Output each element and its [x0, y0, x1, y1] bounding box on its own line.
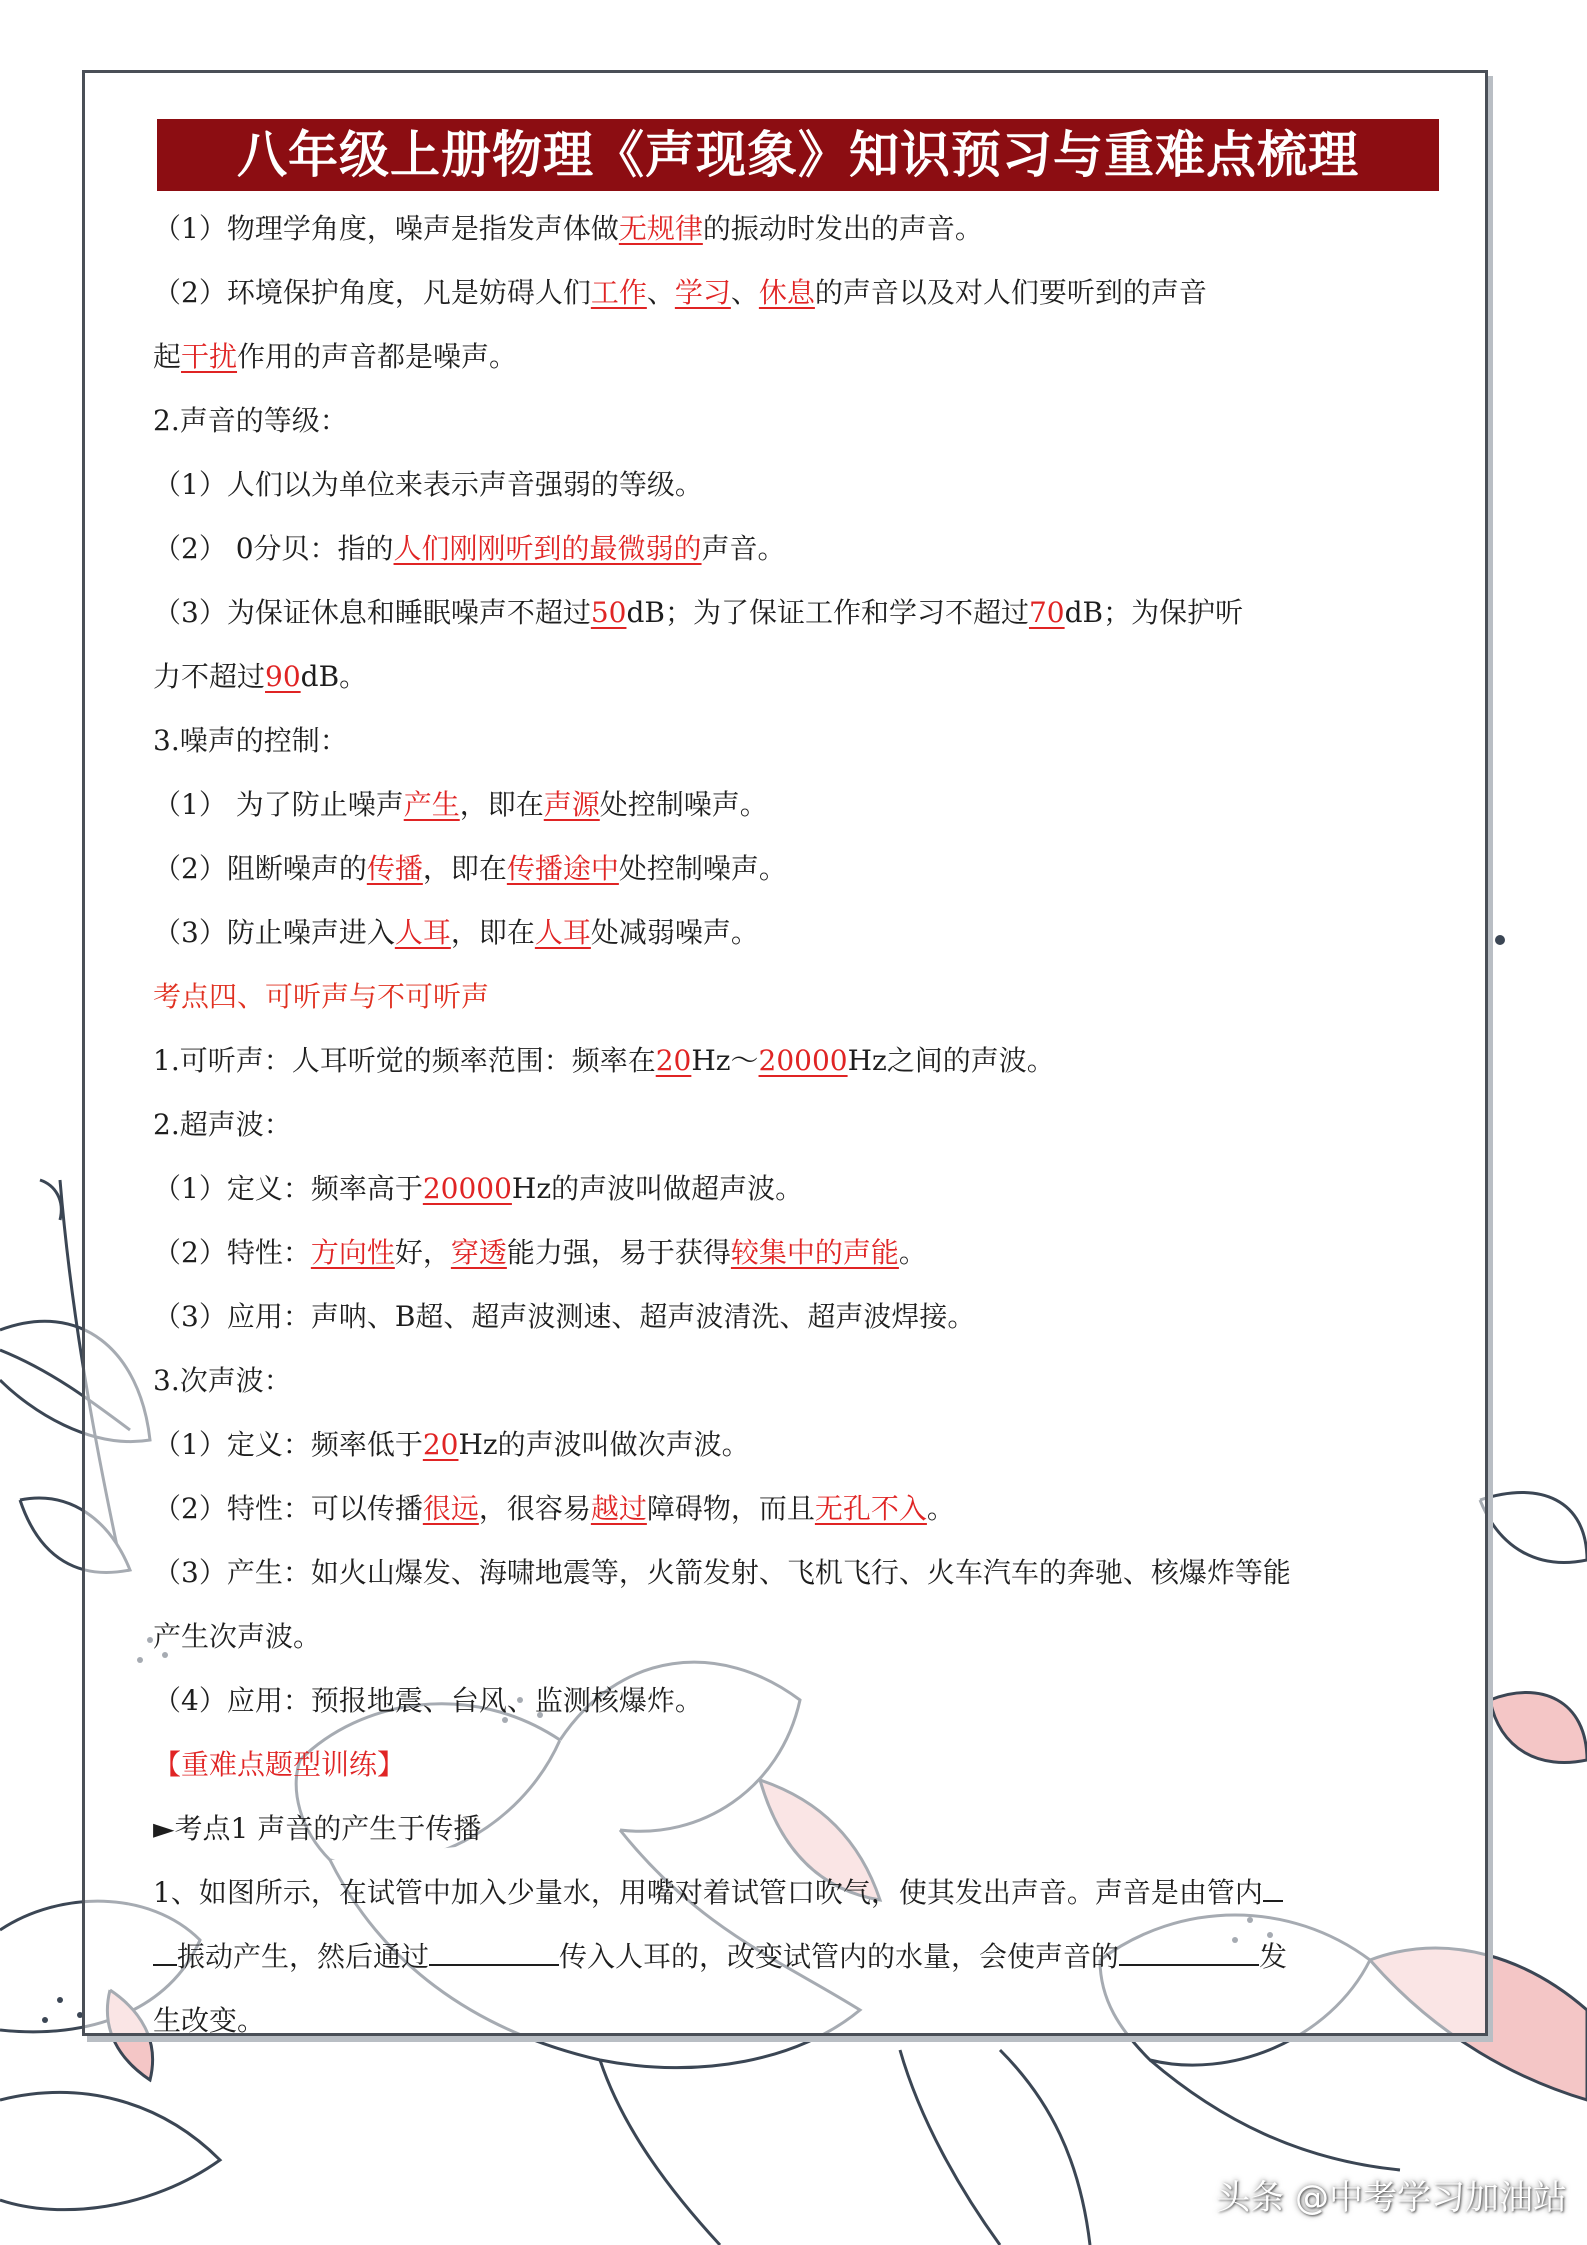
answer-blank: 20 [655, 1044, 692, 1077]
text-line [153, 197, 1443, 261]
answer-blank: 20 [422, 1428, 459, 1461]
answer-blank: 无规律 [618, 212, 703, 245]
answer-blank: 无孔不入 [814, 1492, 927, 1525]
answer-blank: 人们刚刚听到的最微弱的 [393, 532, 702, 565]
text-line [153, 1221, 1443, 1285]
text-segment: 的振动时发出的声音。 [702, 212, 983, 245]
text-segment: 能力强，易于获得 [506, 1236, 731, 1269]
fill-blank [153, 1938, 177, 1966]
answer-blank: 声源 [543, 788, 600, 821]
subsection-heading: 2.声音的等级： [153, 404, 348, 437]
section-heading: 【重难点题型训练】 [153, 1748, 406, 1781]
text-line: （1）人们以为单位来表示声音强弱的等级。 [153, 468, 703, 501]
subsection-heading: 3.次声波： [153, 1364, 292, 1397]
text-segment: 力不超过 [153, 660, 266, 693]
text-segment: 处控制噪声。 [599, 788, 768, 821]
text-segment: dB。 [300, 660, 368, 693]
text-line [153, 1029, 1443, 1093]
section-heading: 考点四、可听声与不可听声 [153, 980, 490, 1013]
text-segment: （2）阻断噪声的 [153, 852, 367, 885]
text-segment: 发 [1259, 1940, 1288, 1973]
answer-blank: 传播 [366, 852, 423, 885]
text-segment: （1）定义：频率高于 [153, 1172, 423, 1205]
text-segment: ，即在 [422, 852, 507, 885]
text-segment: 好， [394, 1236, 451, 1269]
answer-blank: 20000 [422, 1172, 512, 1205]
answer-blank: 人耳 [534, 916, 591, 949]
text-line [153, 773, 1443, 837]
answer-blank: 方向性 [310, 1236, 395, 1269]
fill-blank [1119, 1938, 1259, 1966]
text-line [153, 1157, 1443, 1221]
text-segment: 声音。 [701, 532, 786, 565]
text-line [153, 901, 1443, 965]
text-segment: （1）定义：频率低于 [153, 1428, 423, 1461]
answer-blank: 穿透 [450, 1236, 507, 1269]
text-segment: 处控制噪声。 [618, 852, 787, 885]
text-segment: dB；为了保证工作和学习不超过 [626, 596, 1029, 629]
text-line [153, 645, 1443, 709]
answer-blank: 干扰 [181, 340, 238, 373]
text-segment: 振动产生，然后通过 [177, 1940, 430, 1973]
answer-blank: 传播途中 [506, 852, 619, 885]
watermark-text: 头条 @中考学习加油站 [1216, 2178, 1567, 2218]
text-segment: 、 [646, 276, 675, 309]
subsection-heading: 2.超声波： [153, 1108, 292, 1141]
question-line [153, 1925, 1443, 1989]
text-line [153, 581, 1443, 645]
text-line [153, 325, 1443, 389]
text-line [153, 837, 1443, 901]
text-segment: （3）防止噪声进入 [153, 916, 395, 949]
text-segment: （2）环境保护角度，凡是妨碍人们 [153, 276, 591, 309]
question-line [153, 1861, 1443, 1925]
question-line: 生改变。 [153, 2004, 266, 2037]
leaf-right-1 [1480, 1493, 1587, 1563]
document-body [153, 197, 1443, 2053]
answer-blank: 70 [1028, 596, 1065, 629]
text-segment: （2） 0分贝：指的 [153, 532, 394, 565]
text-segment: 、 [730, 276, 759, 309]
text-line: （4）应用：预报地震、台风、监测核爆炸。 [153, 1684, 703, 1717]
text-segment: ，即在 [459, 788, 544, 821]
text-segment: 处减弱噪声。 [590, 916, 759, 949]
text-segment: 1.可听声：人耳听觉的频率范围：频率在 [153, 1044, 656, 1077]
text-segment: （1）物理学角度，噪声是指发声体做 [153, 212, 619, 245]
text-line: （3）应用：声呐、B超、超声波测速、超声波清洗、超声波焊接。 [153, 1300, 976, 1333]
text-segment: Hz的声波叫做次声波。 [458, 1428, 750, 1461]
text-segment: （1） 为了防止噪声 [153, 788, 404, 821]
answer-blank: 休息 [758, 276, 815, 309]
answer-blank: 越过 [590, 1492, 647, 1525]
answer-blank: 工作 [590, 276, 647, 309]
answer-blank: 很远 [422, 1492, 479, 1525]
text-line: （3）产生：如火山爆发、海啸地震等，火箭发射、飞机飞行、火车汽车的奔驰、核爆炸等能 [153, 1556, 1291, 1589]
text-segment: ，即在 [450, 916, 535, 949]
text-segment: Hz～ [691, 1044, 759, 1077]
text-segment: 。 [926, 1492, 955, 1525]
text-segment: （2）特性： [153, 1236, 311, 1269]
text-line [153, 1477, 1443, 1541]
text-segment: 的声音以及对人们要听到的声音 [814, 276, 1207, 309]
subsection-heading: 3.噪声的控制： [153, 724, 348, 757]
page-title: 八年级上册物理《声现象》知识预习与重难点梳理 [157, 119, 1439, 191]
answer-blank: 90 [265, 660, 301, 693]
text-segment: 。 [898, 1236, 927, 1269]
text-segment: 障碍物，而且 [646, 1492, 815, 1525]
text-segment: 传入人耳的，改变试管内的水量，会使声音的 [559, 1940, 1120, 1973]
text-segment: （3）为保证休息和睡眠噪声不超过 [153, 596, 591, 629]
answer-blank: 20000 [758, 1044, 848, 1077]
text-line: 产生次声波。 [153, 1620, 322, 1653]
document-card [82, 70, 1488, 2036]
text-segment: 起 [153, 340, 182, 373]
answer-blank: 较集中的声能 [730, 1236, 899, 1269]
text-line [153, 1413, 1443, 1477]
fill-blank [1263, 1874, 1283, 1902]
text-segment: （2）特性：可以传播 [153, 1492, 423, 1525]
text-line [153, 261, 1443, 325]
text-segment: Hz的声波叫做超声波。 [511, 1172, 804, 1205]
answer-blank: 学习 [674, 276, 731, 309]
text-segment: 作用的声音都是噪声。 [237, 340, 518, 373]
text-segment: 1、如图所示，在试管中加入少量水，用嘴对着试管口吹气，使其发出声音。声音是由管内 [153, 1876, 1263, 1909]
fill-blank [429, 1938, 559, 1966]
answer-blank: 产生 [403, 788, 460, 821]
topic-heading: ►考点1 声音的产生于传播 [153, 1812, 482, 1845]
text-segment: ，很容易 [478, 1492, 591, 1525]
text-segment: dB；为保护听 [1064, 596, 1244, 629]
answer-blank: 50 [590, 596, 627, 629]
text-segment: Hz之间的声波。 [847, 1044, 1055, 1077]
answer-blank: 人耳 [394, 916, 451, 949]
text-line [153, 517, 1443, 581]
